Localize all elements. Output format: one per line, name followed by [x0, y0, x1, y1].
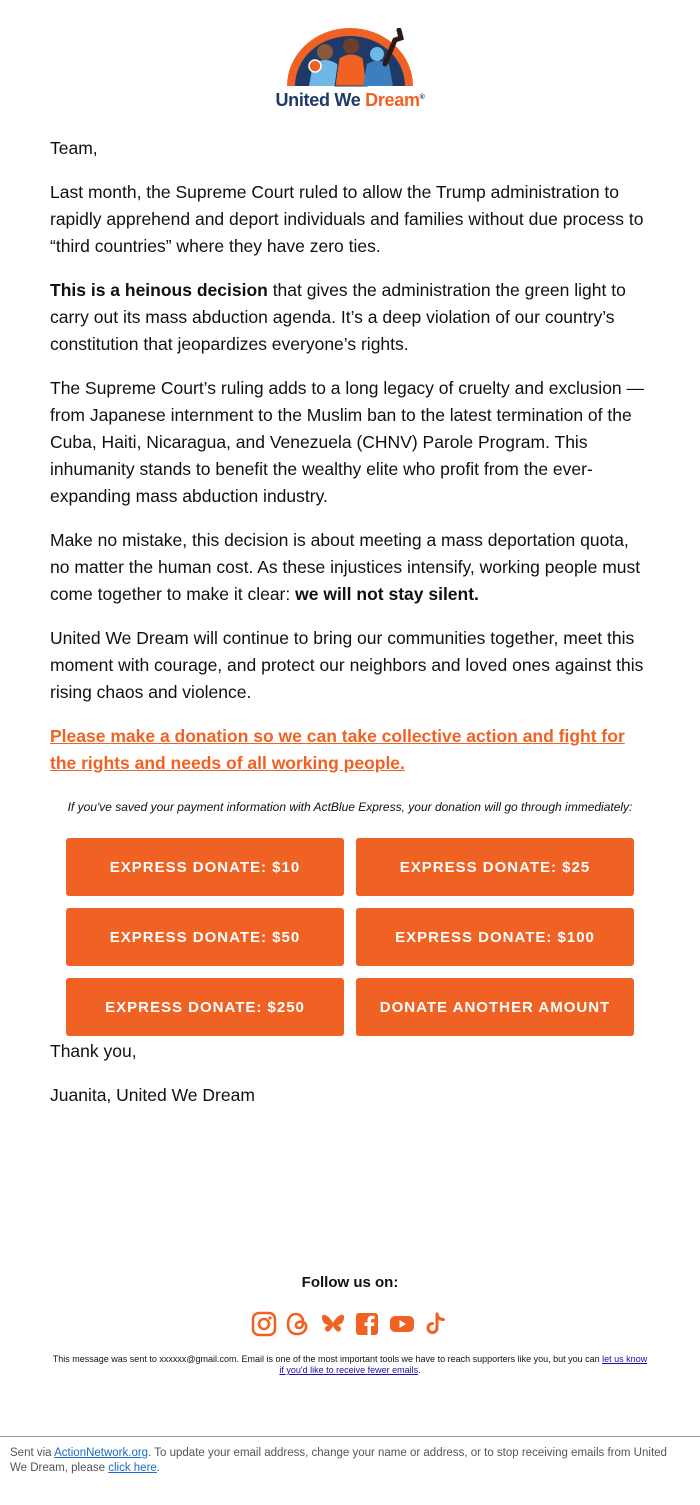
bluesky-icon[interactable] — [320, 1311, 346, 1337]
paragraph-4 — [50, 527, 650, 608]
footer-prefix: Sent via — [10, 1447, 55, 1459]
express-donate-50-button[interactable]: EXPRESS DONATE: $50 — [66, 908, 344, 966]
footer-divider — [0, 1436, 700, 1437]
footer-text: . To update your email address, change your name or address, or to stop receiving emails from United We Dream, please — [10, 1447, 667, 1474]
paragraph-5: United We Dream will continue to bring our communities together, meet this moment with courage, and protect our neighbors and loved ones against this rising chaos and violence. — [50, 628, 644, 702]
express-donate-25-button[interactable]: EXPRESS DONATE: $25 — [356, 838, 634, 896]
threads-icon[interactable] — [285, 1311, 311, 1337]
united-we-dream-logo[interactable] — [265, 28, 435, 112]
express-donate-10-button[interactable]: EXPRESS DONATE: $10 — [66, 838, 344, 896]
social-icons — [251, 1309, 449, 1339]
paragraph-2-text: that gives the administration the green light to carry out its mass abduction agenda. It’s a deep violation of our country’s constitution that jeopardizes everyone’s rights. — [50, 280, 626, 354]
paragraph-3: The Supreme Court’s ruling adds to a long legacy of cruelty and exclusion — from Japanese internment to the Muslim ban to the latest termination of the Cuba, Haiti, Nicaragua, and Venezuela (CHNV) Parole Program. This inhumanity stands to benefit the wealthy elite who profit from the ever-expanding mass abduction industry. — [50, 378, 645, 506]
donate-another-amount-button[interactable]: DONATE ANOTHER AMOUNT — [356, 978, 634, 1036]
logo-wordmark: United We Dream® — [275, 90, 425, 110]
tiktok-icon[interactable] — [423, 1311, 449, 1337]
paragraph-2-bold: This is a heinous decision — [50, 280, 268, 300]
instagram-icon[interactable] — [251, 1311, 277, 1337]
follow-us-heading: Follow us on: — [301, 1274, 399, 1291]
paragraph-4-text: Make no mistake, this decision is about meeting a mass deportation quota, no matter the human cost. As these injustices intensify, working people must come together to make it clear: — [50, 530, 641, 604]
footer — [10, 1446, 680, 1476]
legal-notice — [50, 1354, 650, 1376]
unsubscribe-click-here-link[interactable]: click here — [108, 1462, 157, 1474]
youtube-icon[interactable] — [389, 1311, 415, 1337]
express-donate-250-button[interactable]: EXPRESS DONATE: $250 — [66, 978, 344, 1036]
paragraph-4-bold: we will not stay silent. — [295, 584, 479, 604]
express-donate-100-button[interactable]: EXPRESS DONATE: $100 — [356, 908, 634, 966]
actionnetwork-link[interactable]: ActionNetwork.org — [54, 1447, 149, 1459]
thanks-line: Thank you, — [50, 1041, 137, 1061]
legal-text: This message was sent to xxxxxx@gmail.com. Email is one of the most important tools we have to reach supporters like you, but you can — [52, 1354, 603, 1364]
donate-button-grid — [50, 838, 650, 1038]
logo-illustration — [265, 28, 435, 90]
donation-cta-link[interactable]: Please make a donation so we can take collective action and fight for the rights and needs of all working people. — [50, 726, 625, 773]
fewer-emails-link[interactable]: let us know if you'd like to receive fewer emails — [279, 1354, 648, 1375]
express-note: If you've saved your payment information with ActBlue Express, your donation will go through immediately: — [67, 800, 633, 814]
paragraph-2 — [50, 277, 650, 358]
greeting: Team, — [50, 138, 98, 158]
signature: Juanita, United We Dream — [50, 1085, 255, 1105]
paragraph-1: Last month, the Supreme Court ruled to allow the Trump administration to rapidly apprehend and deport individuals and families without due process to “third countries” where they have zero ties. — [50, 182, 644, 256]
email-body — [50, 135, 650, 1126]
facebook-icon[interactable] — [354, 1311, 380, 1337]
legal-end: . — [418, 1365, 421, 1375]
footer-end: . — [156, 1462, 160, 1474]
